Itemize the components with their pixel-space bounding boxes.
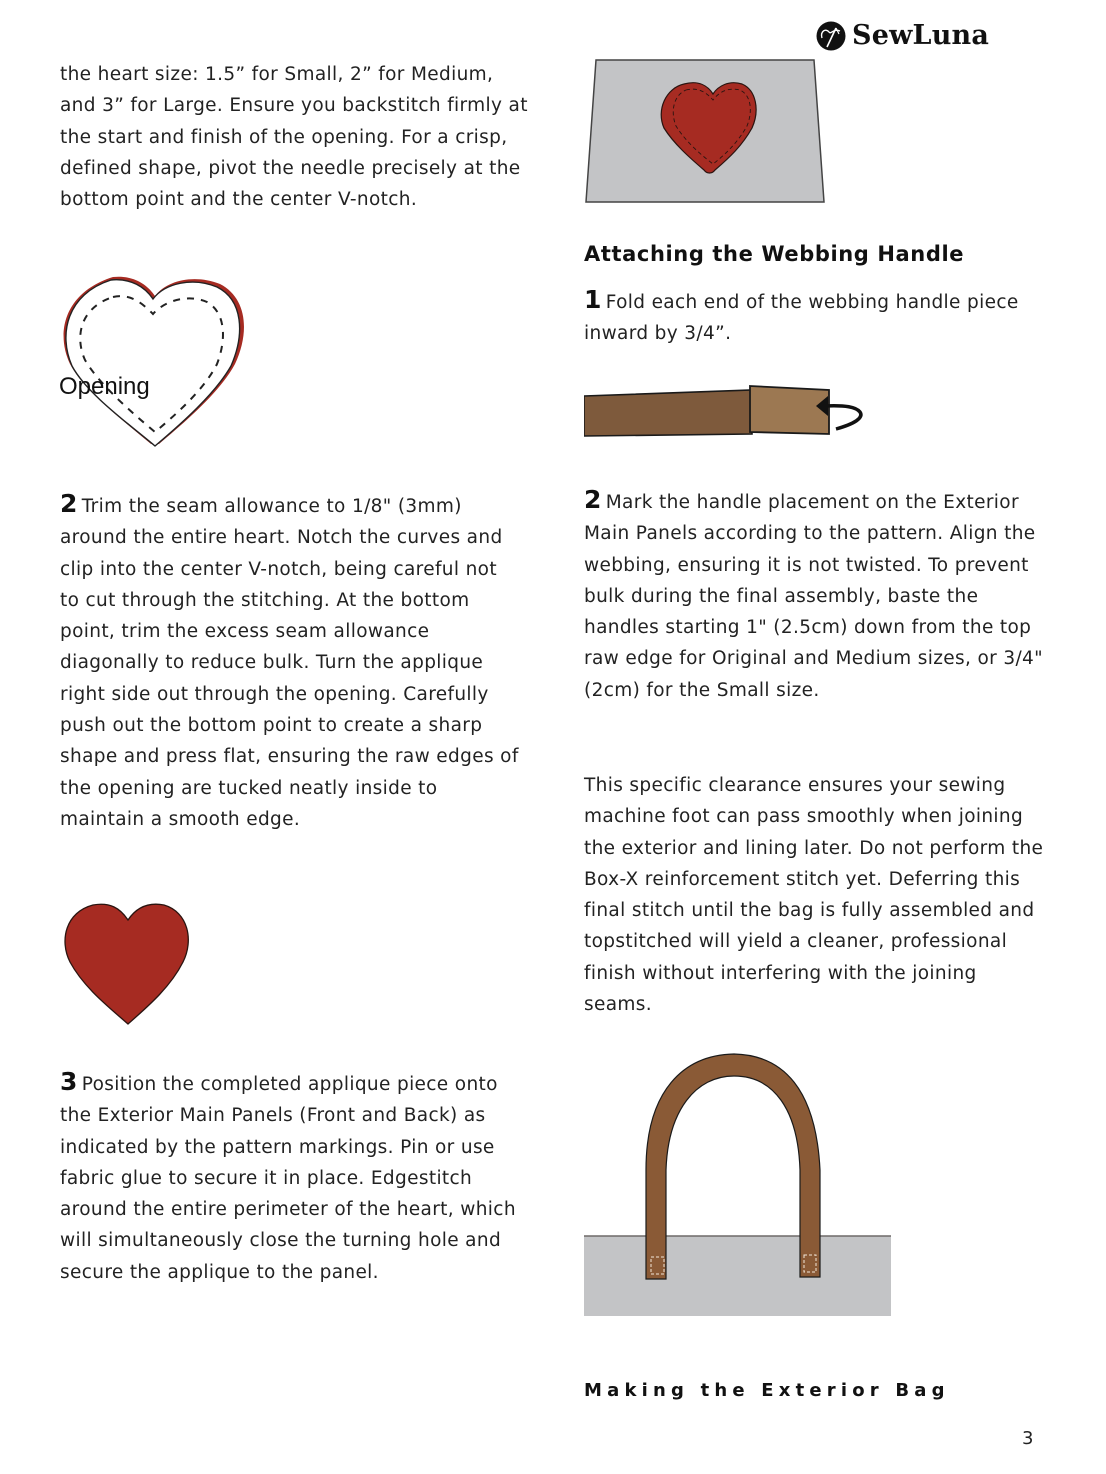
handle-on-panel-figure bbox=[584, 1050, 894, 1318]
page-number: 3 bbox=[1022, 1428, 1034, 1449]
intro-paragraph: the heart size: 1.5” for Small, 2” for Medium, and 3” for Large. Ensure you backstitch firmly at the start and finish of the opening. For a crisp, defined shape, pivot the needle precisely at the bottom point and the center V-notch. bbox=[60, 64, 528, 211]
panel-with-heart-figure bbox=[584, 58, 826, 206]
section-title-webbing-handle: Attaching the Webbing Handle bbox=[584, 242, 965, 266]
folded-webbing-diagram bbox=[584, 382, 874, 442]
heart-opening-figure bbox=[55, 272, 255, 452]
folded-webbing-figure bbox=[584, 382, 874, 442]
right-step-2 bbox=[584, 484, 1044, 706]
step-text: Mark the handle placement on the Exterior Main Panels according to the pattern. Align the webbing, ensuring it is not twisted. To prevent bulk during the final assembly, baste the handles starting 1" (2.5cm) down from the top raw edge for Original and Medium sizes, or 3/4" (2cm) for the Small size. bbox=[584, 492, 1044, 701]
exterior-panel-heart-diagram bbox=[584, 58, 826, 206]
step-text: Fold each end of the webbing handle piece inward by 3/4”. bbox=[584, 292, 1019, 345]
left-step-2 bbox=[60, 488, 520, 835]
right-step-1 bbox=[584, 284, 1034, 350]
section-title-exterior-bag: Making the Exterior Bag bbox=[584, 1380, 950, 1401]
step-number: 2 bbox=[584, 485, 602, 514]
step-text: Position the completed applique piece onto the Exterior Main Panels (Front and Back) as indicated by the pattern markings. Pin or use fabric glue to secure it in place. Edgestitch around the entire perimeter of the heart, which will simultaneously close the turning hole and secure the applique to the panel. bbox=[60, 1074, 516, 1283]
opening-label: Opening bbox=[59, 373, 150, 400]
red-heart-applique bbox=[58, 900, 198, 1028]
step-text: Trim the seam allowance to 1/8" (3mm) around the entire heart. Notch the curves and clip into the center V-notch, being careful not to cut through the stitching. At the bottom point, trim the excess seam allowance diagonally to reduce bulk. Turn the applique right side out through the opening. Carefully push out the bottom point to create a sharp shape and press flat, ensuring the raw edges of the opening are tucked neatly inside to maintain a smooth edge. bbox=[60, 496, 519, 830]
step-number: 3 bbox=[60, 1067, 78, 1096]
brand-logo bbox=[816, 20, 989, 51]
step-number: 2 bbox=[60, 489, 78, 518]
step-number: 1 bbox=[584, 285, 602, 314]
brand-name: SewLuna bbox=[852, 20, 990, 51]
heart-outline-diagram bbox=[55, 272, 255, 452]
finished-heart-figure bbox=[58, 900, 198, 1028]
left-step-3 bbox=[60, 1066, 520, 1288]
handle-placement-diagram bbox=[584, 1050, 894, 1318]
clearance-note-paragraph: This specific clearance ensures your sewing machine foot can pass smoothly when joining the exterior and lining later. Do not perform the Box-X reinforcement stitch yet. Deferring this final stitch until the bag is fully assembled and topstitched will yield a cleaner, professional finish without interfering with the joining seams. bbox=[584, 775, 1044, 1016]
needle-thread-moon-icon bbox=[816, 21, 846, 51]
